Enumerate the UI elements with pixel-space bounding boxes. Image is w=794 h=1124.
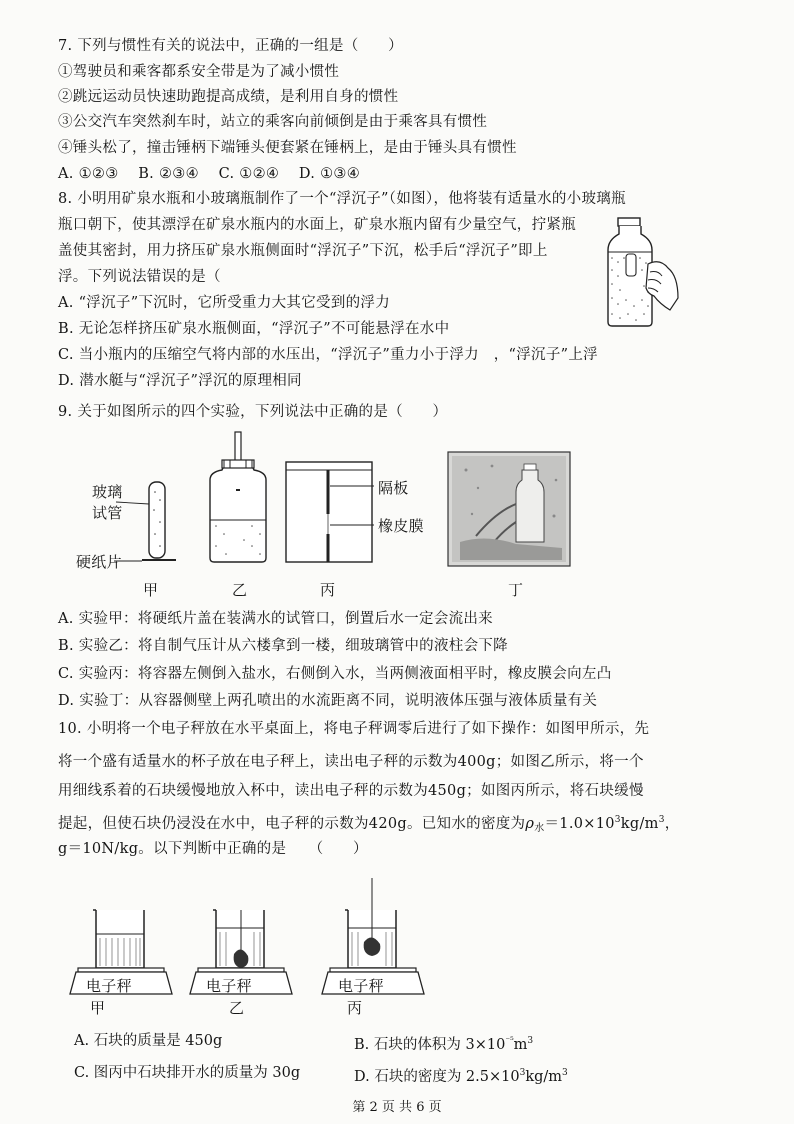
q8-stem-line-4: 浮。下列说法错误的是（ [58, 269, 221, 285]
q10-line-3: 用细线系着的石块缓慢地放入杯中，读出电子秤的示数为450g；如图丙所示，将石块缓慢 [58, 783, 644, 799]
cartesian-diver-figure [598, 218, 688, 328]
beaker-bing [330, 878, 416, 972]
q9-stem: 9. 关于如图所示的四个实验，下列说法中正确的是（ ） [58, 404, 448, 420]
q9-experiments-figure [76, 430, 596, 598]
q8-option-a: A. “浮沉子”下沉时，它所受重力大其它受到的浮力 [58, 295, 391, 311]
q9-option-a: A. 实验甲：将硬纸片盖在装满水的试管口，倒置后水一定会流出来 [58, 611, 493, 627]
beaker-yi [198, 910, 284, 972]
scale-label-yi: 电子秤 [206, 977, 252, 995]
q8-stem-line-3: 盖使其密封，用力挤压矿泉水瓶侧面时“浮沉子”下沉，松手后“浮沉子”即上 [58, 243, 548, 259]
label-bing: 丙 [320, 581, 336, 599]
fig-label-bing: 丙 [347, 999, 363, 1017]
label-tube: 试管 [92, 504, 123, 522]
q7-item-2: ②跳远运动员快速助跑提高成绩，是利用自身的惯性 [58, 89, 399, 105]
fig-label-yi: 乙 [229, 999, 245, 1017]
q7-item-4: ④锤头松了，撞击锤柄下端锤头便套紧在锤柄上，是由于锤头具有惯性 [58, 140, 517, 156]
label-jia: 甲 [143, 581, 159, 599]
q7-item-3: ③公交汽车突然刹车时，站立的乘客向前倾倒是由于乘客具有惯性 [58, 114, 488, 130]
q7-item-1: ①驾驶员和乘客都系安全带是为了减小惯性 [58, 64, 340, 80]
q10-option-b: B. 石块的体积为 $3\times 10^{^{-5}}m^3$ [354, 1036, 534, 1053]
q10-line-4: 提起，但使石块仍浸没在水中，电子秤的示数为420g。已知水的密度为$\rho_水=1.0\times 10^3kg/m^3$， [58, 815, 680, 834]
page-footer: 第 2 页 共 6 页 [352, 1100, 442, 1115]
partition-container-experiment [286, 462, 374, 562]
q8-option-b: B. 无论怎样挤压矿泉水瓶侧面，“浮沉子”不可能悬浮在水中 [58, 321, 450, 337]
label-glass: 玻璃 [92, 483, 123, 501]
q8-option-c: C. 当小瓶内的压缩空气将内部的水压出，“浮沉子”重力小于浮力 ，“浮沉子”上浮 [58, 347, 598, 363]
water-jet-photo [448, 452, 570, 566]
q8-stem-line-2: 瓶口朝下，使其漂浮在矿泉水瓶内的水面上，矿泉水瓶内留有少量空气，拧紧瓶 [58, 217, 576, 233]
label-card: 硬纸片 [76, 553, 122, 571]
q10-line-2: 将一个盛有适量水的杯子放在电子秤上，读出电子秤的示数为400g；如图乙所示，将一个 [58, 754, 644, 770]
scale-label-jia: 电子秤 [86, 977, 132, 995]
label-yi: 乙 [232, 581, 248, 599]
label-membrane: 橡皮膜 [378, 517, 424, 535]
q10-line-1: 10. 小明将一个电子秤放在水平桌面上，将电子秤调零后进行了如下操作：如图甲所示，先 [58, 721, 650, 737]
q9-option-d: D. 实验丁：从容器侧壁上两孔喷出的水流距离不同，说明液体压强与液体质量有关 [58, 693, 598, 709]
label-ding: 丁 [508, 581, 524, 599]
q10-line-5: g＝10N/kg。以下判断中正确的是 （ ） [58, 841, 368, 857]
test-tube-experiment [114, 482, 176, 561]
label-partition: 隔板 [378, 479, 409, 497]
q10-option-c: C. 图丙中石块排开水的质量为 30g [74, 1065, 301, 1081]
q9-option-c: C. 实验丙：将容器左侧倒入盐水，右侧倒入水，当两侧液面相平时，橡皮膜会向左凸 [58, 666, 612, 682]
barometer-bottle-experiment [210, 432, 266, 562]
beaker-jia [78, 910, 164, 972]
q10-option-a: A. 石块的质量是 450g [74, 1033, 223, 1049]
q8-stem-line-1: 8. 小明用矿泉水瓶和小玻璃瓶制作了一个“浮沉子”（如图），他将装有适量水的小玻璃瓶 [58, 191, 626, 207]
scale-label-bing: 电子秤 [338, 977, 384, 995]
q10-scales-figure [60, 876, 420, 988]
q10-option-d: D. 石块的密度为 $2.5\times 10^3kg/m^3$ [354, 1068, 568, 1085]
q7-options: A. ①②③ B. ②③④ C. ①②④ D. ①③④ [58, 166, 361, 182]
q8-option-d: D. 潜水艇与“浮沉子”浮沉的原理相同 [58, 373, 302, 389]
q9-option-b: B. 实验乙：将自制气压计从六楼拿到一楼，细玻璃管中的液柱会下降 [58, 638, 508, 654]
fig-label-jia: 甲 [90, 999, 106, 1017]
q7-stem: 7. 下列与惯性有关的说法中，正确的一组是（ ） [58, 38, 403, 54]
